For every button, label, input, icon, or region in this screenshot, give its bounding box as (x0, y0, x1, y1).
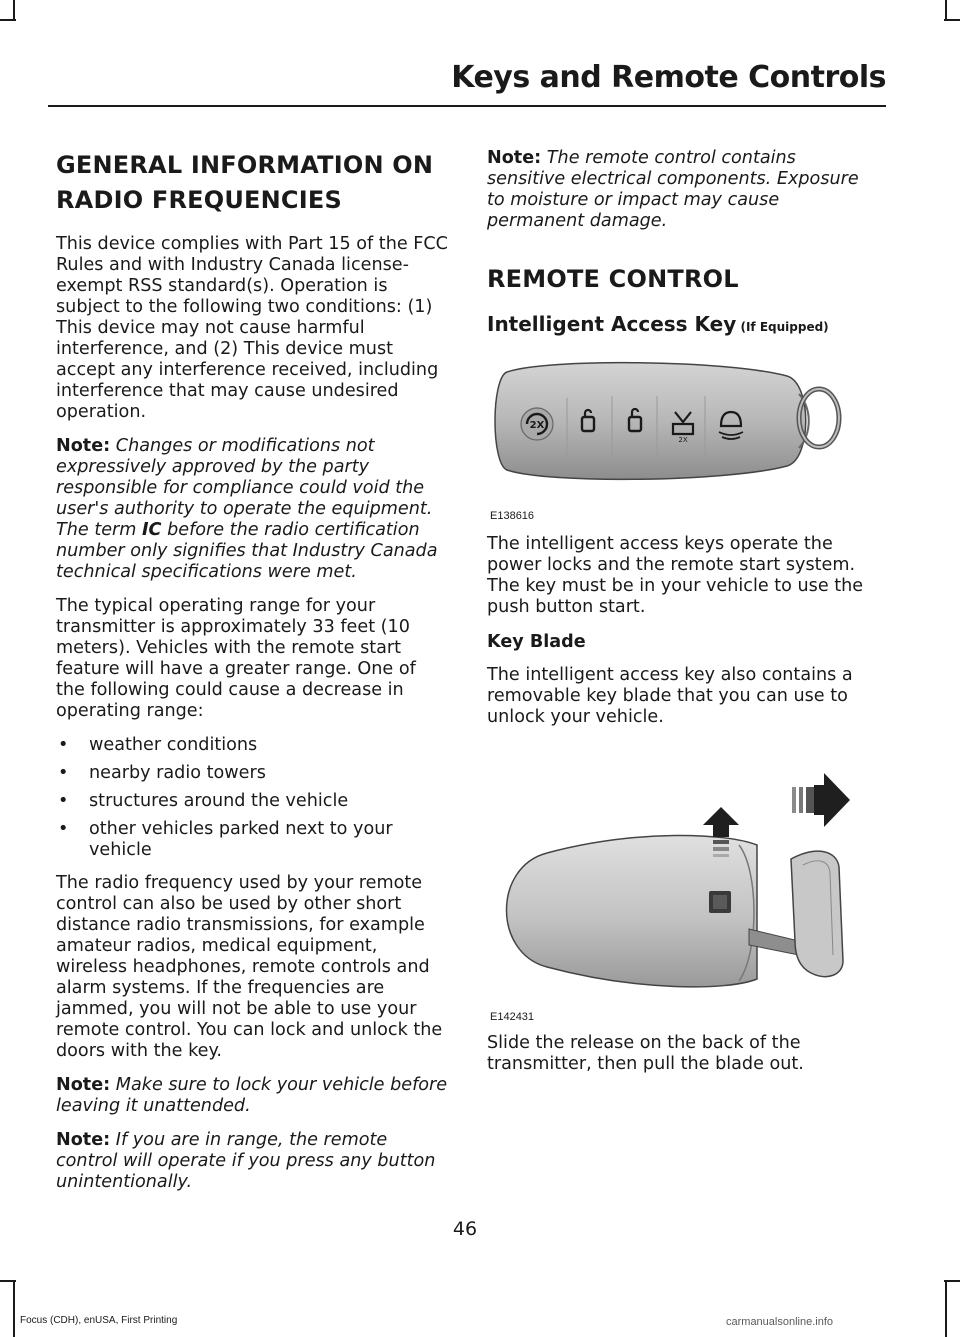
subheading-text: Intelligent Access Key (487, 312, 737, 336)
section-heading-remote-control: REMOTE CONTROL (487, 265, 739, 293)
ic-term: IC (142, 520, 162, 540)
key-fob-illustration (487, 352, 879, 520)
subheading-intelligent-access-key (487, 311, 879, 340)
header-divider (48, 105, 886, 107)
fcc-compliance-paragraph: This device complies with Part 15 of the FCC Rules and with Industry Canada license-exempt RSS standard(s). Operation is subject to the following two conditions: (1) This device may not cause harmful interference, and (2) This device must accept any interference received, including interference that may cause undesired operation. (56, 234, 448, 422)
note-text: Make sure to lock your vehicle before leaving it unattended. (56, 1075, 448, 1116)
radio-frequency-paragraph: The radio frequency used by your remote control can also be used by other short distance radio transmissions, for example amateur radios, medical equipment, wireless headphones, remote controls and alarm systems. If the frequencies are jammed, you will not be able to use your remote control. You can lock and unlock the doors with the key. (56, 873, 443, 1061)
note-label: Note: (56, 1130, 111, 1150)
right-column (487, 148, 879, 1088)
operating-range-paragraph: The typical operating range for your transmitter is approximately 33 feet (10 meters). Vehicles with the remote start feature will have a greater range. One of the following could cause a decrease in operating range: (56, 596, 416, 721)
arrow-right-icon (792, 773, 850, 827)
watermark: carmanualsonline.info (726, 1316, 834, 1328)
note-sensitive-components (487, 148, 879, 232)
section-heading-radio-frequencies: GENERAL INFORMATION ON RADIO FREQUENCIES (56, 151, 434, 214)
note-text: before the radio certification number only signifies that Industry Canada technical specifications were met. (56, 520, 438, 582)
crop-mark (0, 1280, 16, 1282)
list-item: • structures around the vehicle (56, 791, 448, 812)
key-blade-cap (791, 851, 843, 976)
figure-key-blade (487, 741, 879, 1023)
list-item: • other vehicles parked next to your vehicle (56, 819, 448, 861)
key-blade-illustration (487, 741, 879, 1023)
crop-mark (945, 0, 947, 20)
footer-publication-info: Focus (CDH), enUSA, First Printing (20, 1315, 178, 1326)
subheading-key-blade: Key Blade (487, 632, 586, 652)
note-label: Note: (56, 1075, 111, 1095)
if-equipped-label: (If Equipped) (736, 320, 829, 334)
note-text: The remote control contains sensitive electrical components. Exposure to moisture or impact may cause permanent damage. (487, 148, 859, 231)
note-in-range (56, 1130, 448, 1193)
crop-mark (944, 1280, 960, 1282)
list-item: • weather conditions (56, 735, 448, 756)
note-text: If you are in range, the remote control will operate if you press any button unintentionally. (56, 1130, 436, 1192)
note-label: Note: (487, 148, 542, 168)
figure-code: E142431 (490, 1011, 535, 1023)
list-item: • nearby radio towers (56, 763, 448, 784)
note-lock-vehicle (56, 1075, 448, 1117)
note-text: Changes or modifications not expressively approved by the party responsible for compliance could void the user's authority to operate the equipment. The term (56, 436, 433, 540)
crop-mark (13, 1280, 15, 1337)
svg-text:2X: 2X (678, 436, 688, 444)
intelligent-access-paragraph: The intelligent access keys operate the power locks and the remote start system. The key must be in your vehicle to use the push button start. (487, 534, 864, 617)
figure-intelligent-access-key (487, 352, 879, 520)
slide-release-paragraph: Slide the release on the back of the transmitter, then pull the blade out. (487, 1033, 804, 1074)
figure-code: E138616 (490, 510, 535, 522)
page-title: Keys and Remote Controls (451, 60, 886, 95)
crop-mark (944, 19, 960, 21)
svg-text:2X: 2X (529, 420, 545, 431)
note-label: Note: (56, 436, 111, 456)
range-factors-list (56, 735, 448, 861)
crop-mark (945, 1280, 947, 1337)
note-modifications (56, 436, 448, 583)
left-column (56, 148, 448, 1206)
crop-mark (0, 19, 16, 21)
page-number: 46 (452, 1218, 478, 1240)
key-blade-paragraph: The intelligent access key also contains a removable key blade that you can use to unlock your vehicle. (487, 665, 853, 727)
crop-mark (13, 0, 15, 20)
